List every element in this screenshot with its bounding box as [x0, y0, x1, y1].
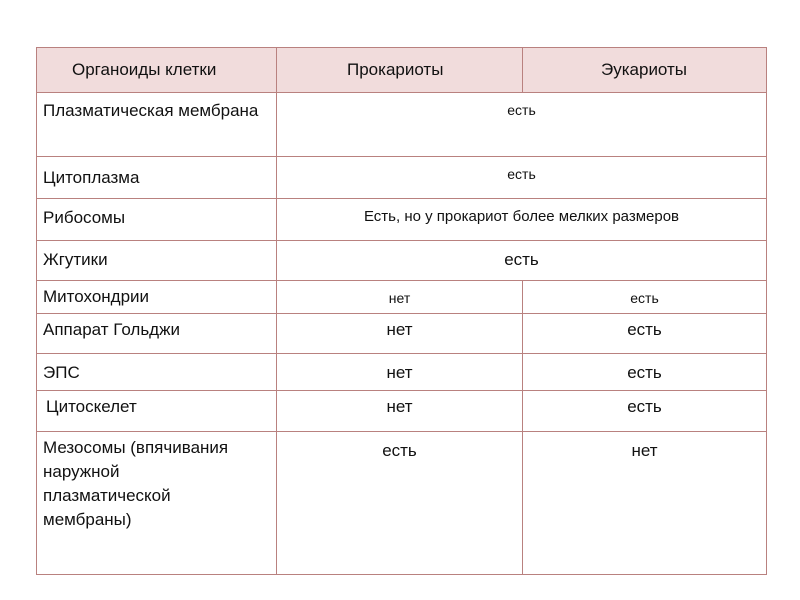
- organelle-cell: Митохондрии: [37, 281, 277, 314]
- table-row: [37, 241, 767, 281]
- eukaryotes-cell: есть: [523, 281, 767, 314]
- organelle-cell: Плазматическая мембрана: [37, 93, 277, 157]
- table-row: [37, 354, 767, 391]
- table-row: [37, 157, 767, 199]
- table-row: [37, 314, 767, 354]
- eukaryotes-cell: есть: [523, 354, 767, 391]
- prokaryotes-cell: нет: [277, 314, 523, 354]
- table-row: [37, 432, 767, 575]
- organelle-cell: ЭПС: [37, 354, 277, 391]
- shared-value-cell: Есть, но у прокариот более мелких размеров: [277, 199, 767, 241]
- prokaryotes-cell: нет: [277, 391, 523, 432]
- prokaryotes-cell: есть: [277, 432, 523, 575]
- table-row: [37, 281, 767, 314]
- organelle-cell: Аппарат Гольджи: [37, 314, 277, 354]
- organelle-cell: Жгутики: [37, 241, 277, 281]
- shared-value-cell: есть: [277, 157, 767, 199]
- table-row: [37, 199, 767, 241]
- eukaryotes-cell: нет: [523, 432, 767, 575]
- organelle-cell: Цитоплазма: [37, 157, 277, 199]
- prokaryotes-cell: нет: [277, 354, 523, 391]
- table-row: [37, 93, 767, 157]
- eukaryotes-cell: есть: [523, 391, 767, 432]
- header-row: [37, 48, 767, 93]
- header-eukaryotes: Эукариоты: [523, 48, 767, 93]
- organelle-cell: Цитоскелет: [37, 391, 277, 432]
- table-row: [37, 391, 767, 432]
- shared-value-cell: есть: [277, 93, 767, 157]
- header-prokaryotes: Прокариоты: [277, 48, 523, 93]
- eukaryotes-cell: есть: [523, 314, 767, 354]
- shared-value-cell: есть: [277, 241, 767, 281]
- organelle-cell: Рибосомы: [37, 199, 277, 241]
- organelles-comparison-table: [36, 47, 767, 575]
- header-organelles: Органоиды клетки: [37, 48, 277, 93]
- organelle-cell: Мезосомы (впячивания наружной плазматической мембраны): [37, 432, 277, 575]
- prokaryotes-cell: нет: [277, 281, 523, 314]
